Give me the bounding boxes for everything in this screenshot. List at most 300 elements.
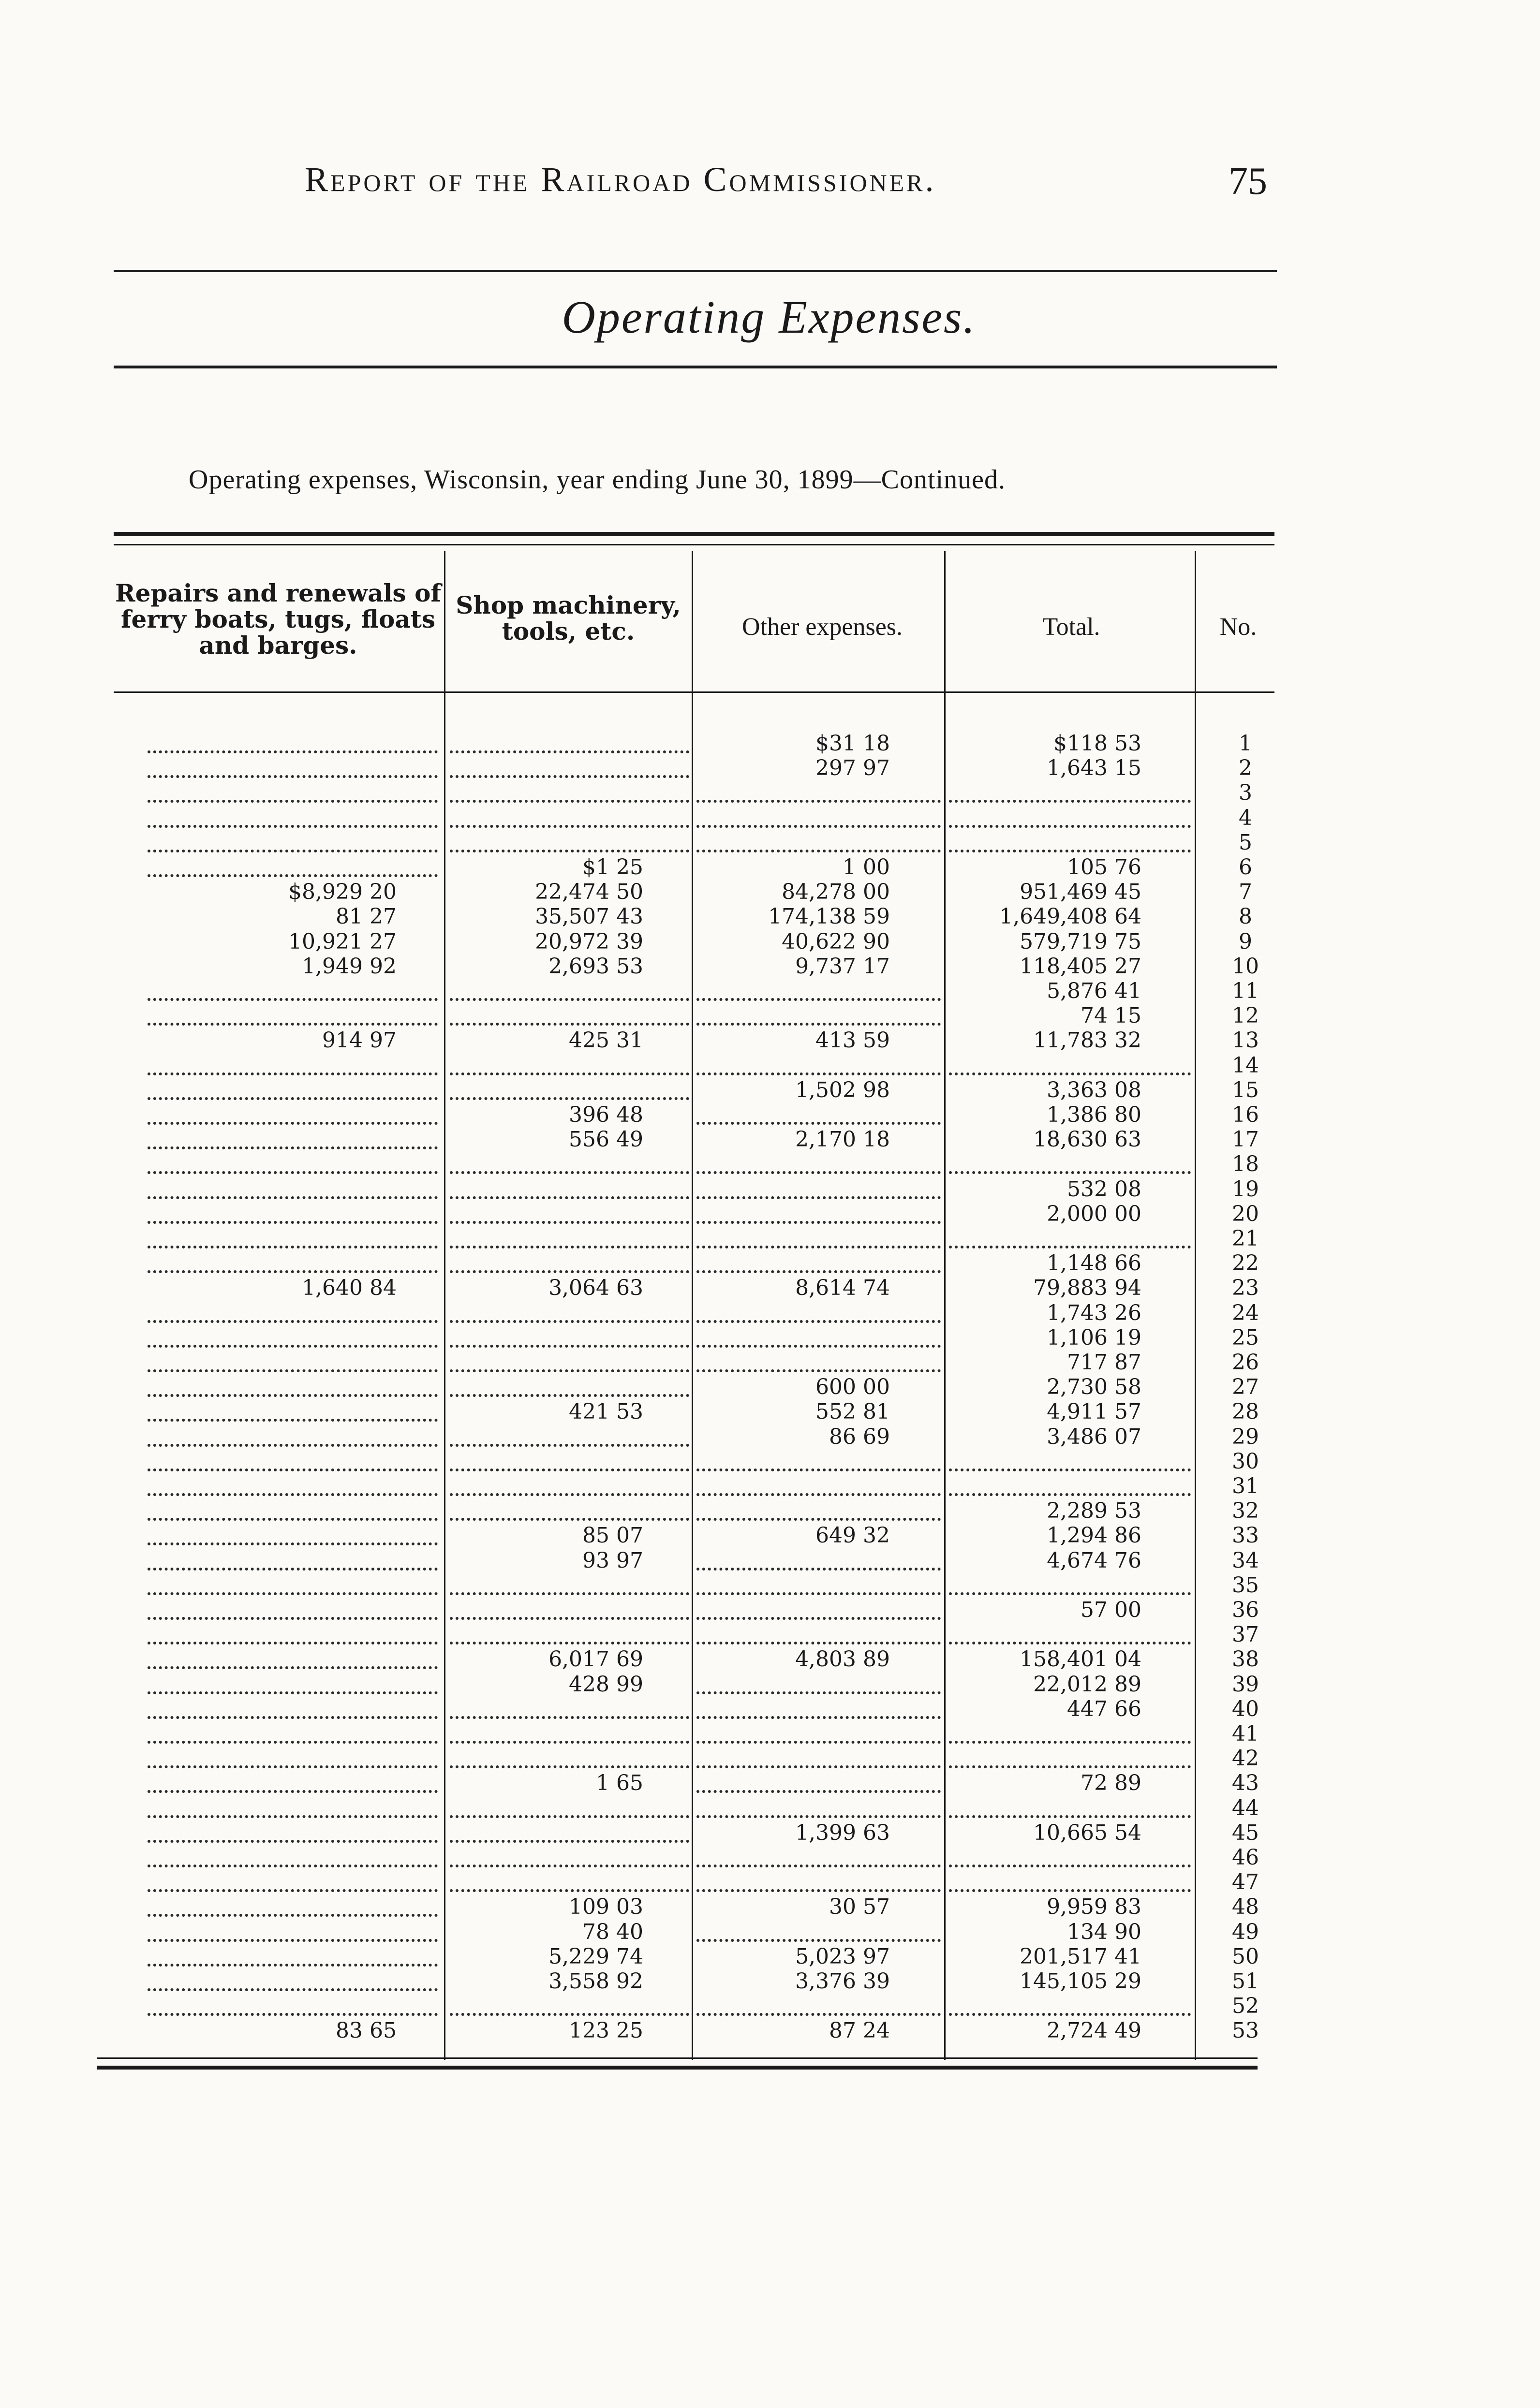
table-row	[0, 904, 1540, 929]
leader-dots-repairs	[148, 1904, 438, 1917]
leader-dots-shop	[450, 1855, 689, 1867]
leader-dots-other	[696, 790, 941, 803]
leader-dots-other	[696, 1583, 941, 1595]
table-row	[0, 830, 1540, 855]
row-number: 50	[1232, 1944, 1259, 1969]
leader-dots-other	[696, 1063, 941, 1075]
leader-dots-repairs	[148, 1211, 438, 1224]
leader-dots-repairs	[148, 1360, 438, 1372]
row-number: 53	[1232, 2018, 1259, 2043]
row-number: 11	[1232, 979, 1259, 1003]
cell-other: 2,170 18	[795, 1127, 890, 1152]
cell-shop: 2,693 53	[548, 954, 643, 979]
leader-dots-other	[696, 1459, 941, 1471]
table-row	[0, 1498, 1540, 1524]
row-number: 34	[1232, 1548, 1259, 1573]
leader-dots-shop	[450, 1013, 689, 1026]
leader-dots-shop	[450, 1583, 689, 1595]
row-number: 3	[1239, 780, 1252, 806]
cell-total: 22,012 89	[1033, 1672, 1141, 1697]
leader-dots-shop	[450, 1483, 689, 1496]
leader-dots-shop	[450, 1236, 689, 1248]
leader-dots-repairs	[148, 1483, 438, 1496]
leader-dots-other	[696, 1360, 941, 1372]
leader-dots-other	[696, 1780, 941, 1793]
section-title: Operating Expenses.	[562, 291, 977, 343]
cell-other: 84,278 00	[782, 880, 890, 905]
cell-shop: $1 25	[582, 855, 643, 880]
cell-shop: 22,474 50	[535, 880, 643, 905]
row-number: 52	[1232, 1994, 1259, 2019]
leader-dots-repairs	[148, 988, 438, 1001]
row-number: 35	[1232, 1572, 1259, 1598]
row-number: 22	[1232, 1251, 1259, 1276]
leader-dots-other	[696, 1236, 941, 1248]
leader-dots-repairs	[148, 1161, 438, 1174]
cell-total: 1,386 80	[1047, 1102, 1141, 1127]
leader-dots-repairs	[148, 1855, 438, 1867]
leader-dots-total	[949, 1583, 1191, 1595]
leader-dots-shop	[450, 840, 689, 852]
table-row	[0, 1622, 1540, 1647]
row-number: 9	[1239, 929, 1252, 954]
leader-dots-other	[696, 1682, 941, 1694]
leader-dots-shop	[450, 1310, 689, 1323]
leader-dots-shop	[450, 1161, 689, 1174]
row-number: 1	[1239, 731, 1252, 756]
table-row	[0, 1449, 1540, 1474]
cell-total: 158,401 04	[1020, 1647, 1141, 1672]
leader-dots-shop	[450, 1830, 689, 1843]
table-row	[0, 1721, 1540, 1747]
leader-dots-total	[949, 1806, 1191, 1818]
cell-shop: 1 65	[596, 1771, 643, 1796]
row-number: 48	[1232, 1894, 1259, 1920]
row-number: 38	[1232, 1647, 1259, 1672]
leader-dots-other	[696, 1879, 941, 1892]
table-row	[0, 1672, 1540, 1697]
row-number: 24	[1232, 1300, 1259, 1325]
leader-dots-repairs	[148, 1780, 438, 1793]
cell-total: 134 90	[1067, 1919, 1141, 1944]
cell-total: 1,649,408 64	[999, 904, 1141, 929]
col-header-no: No.	[1219, 613, 1257, 641]
leader-dots-shop	[450, 1335, 689, 1348]
table-row	[0, 2018, 1540, 2043]
row-number: 27	[1232, 1375, 1259, 1400]
leader-dots-shop	[450, 988, 689, 1001]
cell-shop: 3,558 92	[548, 1969, 643, 1994]
table-row	[0, 1251, 1540, 1276]
row-number: 36	[1232, 1598, 1259, 1622]
leader-dots-other	[696, 1632, 941, 1644]
leader-dots-total	[949, 1632, 1191, 1644]
leader-dots-repairs	[148, 1187, 438, 1199]
leader-dots-total	[949, 1459, 1191, 1471]
cell-shop: 428 99	[569, 1672, 643, 1697]
row-number: 4	[1239, 805, 1252, 830]
leader-dots-repairs	[148, 1583, 438, 1595]
leader-dots-shop	[450, 741, 689, 753]
leader-dots-other	[696, 2003, 941, 2016]
cell-total: 9,959 83	[1047, 1894, 1141, 1920]
cell-total: 2,000 00	[1047, 1201, 1141, 1226]
leader-dots-repairs	[148, 1632, 438, 1644]
row-number: 19	[1232, 1176, 1259, 1202]
cell-shop: 421 53	[569, 1399, 643, 1424]
leader-dots-repairs	[148, 1682, 438, 1694]
cell-total: 4,911 57	[1047, 1399, 1141, 1424]
table-row	[0, 1647, 1540, 1672]
table-row	[0, 1276, 1540, 1301]
table-row	[0, 1127, 1540, 1152]
leader-dots-total	[949, 1756, 1191, 1768]
row-number: 49	[1232, 1919, 1259, 1944]
cell-total: 201,517 41	[1020, 1944, 1141, 1969]
row-number: 46	[1232, 1845, 1259, 1870]
cell-total: $118 53	[1053, 731, 1141, 756]
table-row	[0, 731, 1540, 756]
leader-dots-other	[696, 815, 941, 828]
leader-dots-shop	[450, 1087, 689, 1100]
leader-dots-repairs	[148, 1384, 438, 1397]
table-row	[0, 1821, 1540, 1846]
row-number: 37	[1232, 1622, 1259, 1647]
table-top-rule-thin	[114, 544, 1274, 545]
table-bottom-rule-thick	[97, 2066, 1258, 2070]
leader-dots-shop	[450, 2003, 689, 2016]
table-row	[0, 780, 1540, 806]
cell-other: 1,502 98	[795, 1077, 890, 1102]
table-row	[0, 756, 1540, 781]
cell-shop: 396 48	[569, 1102, 643, 1127]
page-number: 75	[1229, 160, 1267, 203]
cell-shop: 20,972 39	[535, 929, 643, 954]
cell-total: 5,876 41	[1047, 979, 1141, 1003]
leader-dots-repairs	[148, 1756, 438, 1768]
cell-total: 951,469 45	[1020, 880, 1141, 905]
cell-other: 600 00	[815, 1375, 890, 1400]
leader-dots-repairs	[148, 815, 438, 828]
cell-shop: 5,229 74	[548, 1944, 643, 1969]
row-number: 41	[1232, 1721, 1259, 1746]
leader-dots-repairs	[148, 1087, 438, 1100]
cell-total: 579,719 75	[1020, 929, 1141, 954]
leader-dots-repairs	[148, 840, 438, 852]
leader-dots-shop	[450, 1187, 689, 1199]
leader-dots-shop	[450, 815, 689, 828]
leader-dots-other	[696, 1310, 941, 1323]
cell-total: 1,643 15	[1047, 756, 1141, 781]
cell-other: 297 97	[815, 756, 890, 781]
leader-dots-total	[949, 1236, 1191, 1248]
leader-dots-other	[696, 840, 941, 852]
table-row	[0, 1375, 1540, 1400]
table-row	[0, 806, 1540, 831]
leader-dots-shop	[450, 790, 689, 803]
cell-repairs: 81 27	[336, 904, 397, 929]
leader-dots-total	[949, 1731, 1191, 1744]
table-row	[0, 1969, 1540, 1994]
table-row	[0, 1078, 1540, 1103]
leader-dots-repairs	[148, 741, 438, 753]
leader-dots-repairs	[148, 790, 438, 803]
cell-total: 145,105 29	[1020, 1969, 1141, 1994]
cell-total: 79,883 94	[1033, 1276, 1141, 1301]
cell-total: 1,743 26	[1047, 1300, 1141, 1325]
table-row	[0, 954, 1540, 979]
row-number: 42	[1232, 1746, 1259, 1771]
leader-dots-repairs	[148, 1830, 438, 1843]
leader-dots-shop	[450, 1508, 689, 1521]
row-number: 14	[1232, 1053, 1259, 1078]
leader-dots-other	[696, 1508, 941, 1521]
row-number: 25	[1232, 1325, 1259, 1350]
col-header-other: Other expenses.	[741, 613, 903, 641]
leader-dots-repairs	[148, 1979, 438, 1991]
leader-dots-repairs	[148, 1533, 438, 1545]
leader-dots-shop	[450, 1384, 689, 1397]
leader-dots-other	[696, 1261, 941, 1273]
leader-dots-shop	[450, 1756, 689, 1768]
cell-repairs: 914 97	[322, 1028, 397, 1053]
leader-dots-other	[696, 1483, 941, 1496]
table-row	[0, 1474, 1540, 1499]
leader-dots-other	[696, 1112, 941, 1125]
cell-total: 11,783 32	[1033, 1028, 1141, 1053]
cell-total: 532 08	[1067, 1176, 1141, 1202]
leader-dots-other	[696, 1558, 941, 1571]
leader-dots-total	[949, 1879, 1191, 1892]
table-row	[0, 1598, 1540, 1623]
cell-total: 18,630 63	[1033, 1127, 1141, 1152]
leader-dots-shop	[450, 1706, 689, 1719]
leader-dots-repairs	[148, 1236, 438, 1248]
table-row	[0, 929, 1540, 954]
row-number: 6	[1239, 855, 1252, 880]
cell-shop: 3,064 63	[548, 1276, 643, 1301]
leader-dots-repairs	[148, 1929, 438, 1942]
leader-dots-shop	[450, 1879, 689, 1892]
title-rule	[114, 366, 1277, 368]
leader-dots-repairs	[148, 1954, 438, 1967]
table-row	[0, 1177, 1540, 1202]
leader-dots-repairs	[148, 1261, 438, 1273]
table-row	[0, 1870, 1540, 1895]
table-row	[0, 855, 1540, 880]
cell-total: 2,724 49	[1047, 2018, 1141, 2043]
cell-total: 717 87	[1067, 1350, 1141, 1375]
row-number: 16	[1232, 1102, 1259, 1127]
cell-other: 552 81	[815, 1399, 890, 1424]
cell-other: 1,399 63	[795, 1820, 890, 1845]
cell-total: 2,289 53	[1047, 1498, 1141, 1524]
leader-dots-other	[696, 1335, 941, 1348]
cell-shop: 6,017 69	[548, 1647, 643, 1672]
cell-other: 649 32	[815, 1523, 890, 1548]
leader-dots-other	[696, 1706, 941, 1719]
cell-total: 4,674 76	[1047, 1548, 1141, 1573]
cell-total: 447 66	[1067, 1696, 1141, 1721]
row-number: 17	[1232, 1127, 1259, 1152]
leader-dots-other	[696, 1756, 941, 1768]
leader-dots-repairs	[148, 865, 438, 877]
leader-dots-repairs	[148, 1013, 438, 1026]
cell-total: 72 89	[1081, 1771, 1141, 1796]
cell-repairs: $8,929 20	[288, 880, 397, 905]
leader-dots-repairs	[148, 765, 438, 778]
col-header-total: Total.	[1042, 613, 1100, 641]
cell-other: 174,138 59	[768, 904, 890, 929]
row-number: 39	[1232, 1672, 1259, 1697]
leader-dots-shop	[450, 1360, 689, 1372]
leader-dots-repairs	[148, 1310, 438, 1323]
cell-total: 3,363 08	[1047, 1077, 1141, 1102]
table-top-rule-thick	[114, 532, 1274, 536]
leader-dots-other	[696, 988, 941, 1001]
cell-other: $31 18	[815, 731, 890, 756]
row-number: 18	[1232, 1152, 1259, 1177]
leader-dots-total	[949, 840, 1191, 852]
leader-dots-repairs	[148, 1137, 438, 1149]
cell-total: 105 76	[1067, 855, 1141, 880]
table-bottom-rule-thin	[97, 2057, 1258, 2059]
row-number: 12	[1232, 1003, 1259, 1028]
row-number: 33	[1232, 1523, 1259, 1548]
cell-other: 8,614 74	[795, 1276, 890, 1301]
table-row	[0, 880, 1540, 905]
leader-dots-repairs	[148, 1731, 438, 1744]
row-number: 7	[1239, 880, 1252, 905]
table-row	[0, 1548, 1540, 1573]
cell-total: 10,665 54	[1033, 1820, 1141, 1845]
leader-dots-total	[949, 1483, 1191, 1496]
leader-dots-shop	[450, 1731, 689, 1744]
table-row	[0, 1523, 1540, 1548]
cell-total: 57 00	[1081, 1598, 1141, 1622]
leader-dots-repairs	[148, 1112, 438, 1125]
leader-dots-repairs	[148, 1879, 438, 1892]
table-row	[0, 1697, 1540, 1722]
leader-dots-other	[696, 1161, 941, 1174]
cell-repairs: 1,640 84	[302, 1276, 397, 1301]
leader-dots-shop	[450, 1261, 689, 1273]
row-number: 2	[1239, 756, 1252, 781]
leader-dots-repairs	[148, 1459, 438, 1471]
row-number: 45	[1232, 1820, 1259, 1845]
cell-total: 74 15	[1081, 1003, 1141, 1028]
leader-dots-total	[949, 1855, 1191, 1867]
row-number: 10	[1232, 954, 1259, 979]
table-row	[0, 979, 1540, 1004]
row-number: 8	[1239, 904, 1252, 929]
table-row	[0, 1028, 1540, 1053]
cell-shop: 85 07	[582, 1523, 643, 1548]
row-number: 40	[1232, 1696, 1259, 1721]
running-head: Report of the Railroad Commissioner.	[305, 160, 936, 199]
leader-dots-shop	[450, 1211, 689, 1224]
leader-dots-shop	[450, 1459, 689, 1471]
table-row	[0, 1399, 1540, 1424]
cell-total: 118,405 27	[1020, 954, 1141, 979]
table-row	[0, 1771, 1540, 1796]
cell-other: 87 24	[829, 2018, 890, 2043]
leader-dots-total	[949, 1161, 1191, 1174]
leader-dots-repairs	[148, 1409, 438, 1422]
leader-dots-other	[696, 1731, 941, 1744]
leader-dots-total	[949, 1063, 1191, 1075]
leader-dots-repairs	[148, 1806, 438, 1818]
cell-shop: 123 25	[569, 2018, 643, 2043]
leader-dots-total	[949, 815, 1191, 828]
cell-repairs: 83 65	[336, 2018, 397, 2043]
row-number: 30	[1232, 1449, 1259, 1474]
cell-other: 5,023 97	[795, 1944, 890, 1969]
row-number: 43	[1232, 1771, 1259, 1796]
table-row	[0, 1152, 1540, 1177]
row-number: 5	[1239, 830, 1252, 855]
table-row	[0, 1845, 1540, 1870]
leader-dots-shop	[450, 765, 689, 778]
table-row	[0, 1944, 1540, 1969]
table-row	[0, 1226, 1540, 1251]
table-row	[0, 1003, 1540, 1028]
leader-dots-other	[696, 1806, 941, 1818]
top-rule	[114, 270, 1277, 272]
cell-other: 413 59	[815, 1028, 890, 1053]
row-number: 28	[1232, 1399, 1259, 1424]
cell-other: 86 69	[829, 1424, 890, 1449]
row-number: 44	[1232, 1795, 1259, 1821]
cell-total: 1,148 66	[1047, 1251, 1141, 1276]
cell-total: 2,730 58	[1047, 1375, 1141, 1400]
cell-shop: 109 03	[569, 1894, 643, 1920]
row-number: 26	[1232, 1350, 1259, 1375]
table-row	[0, 1894, 1540, 1920]
leader-dots-shop	[450, 1434, 689, 1447]
leader-dots-other	[696, 1211, 941, 1224]
cell-shop: 425 31	[569, 1028, 643, 1053]
table-row	[0, 1424, 1540, 1450]
cell-shop: 556 49	[569, 1127, 643, 1152]
leader-dots-other	[696, 1187, 941, 1199]
cell-total: 1,294 86	[1047, 1523, 1141, 1548]
leader-dots-shop	[450, 1632, 689, 1644]
row-number: 51	[1232, 1969, 1259, 1994]
row-number: 23	[1232, 1276, 1259, 1301]
leader-dots-other	[696, 1013, 941, 1026]
cell-other: 4,803 89	[795, 1647, 890, 1672]
leader-dots-repairs	[148, 1063, 438, 1075]
header-bottom-rule	[114, 691, 1274, 693]
col-header-repairs: Repairs and renewals of ferry boats, tugs, floats and barges.	[115, 579, 441, 660]
leader-dots-repairs	[148, 2003, 438, 2016]
table-row	[0, 1102, 1540, 1128]
table-row	[0, 1994, 1540, 2019]
row-number: 15	[1232, 1077, 1259, 1102]
leader-dots-repairs	[148, 1508, 438, 1521]
row-number: 21	[1232, 1226, 1259, 1251]
cell-other: 30 57	[829, 1894, 890, 1920]
table-row	[0, 1350, 1540, 1375]
leader-dots-shop	[450, 1806, 689, 1818]
cell-other: 1 00	[843, 855, 890, 880]
col-header-shop: Shop machinery, tools, etc.	[456, 591, 681, 646]
leader-dots-total	[949, 790, 1191, 803]
leader-dots-other	[696, 1607, 941, 1620]
table-row	[0, 1796, 1540, 1821]
leader-dots-shop	[450, 1607, 689, 1620]
